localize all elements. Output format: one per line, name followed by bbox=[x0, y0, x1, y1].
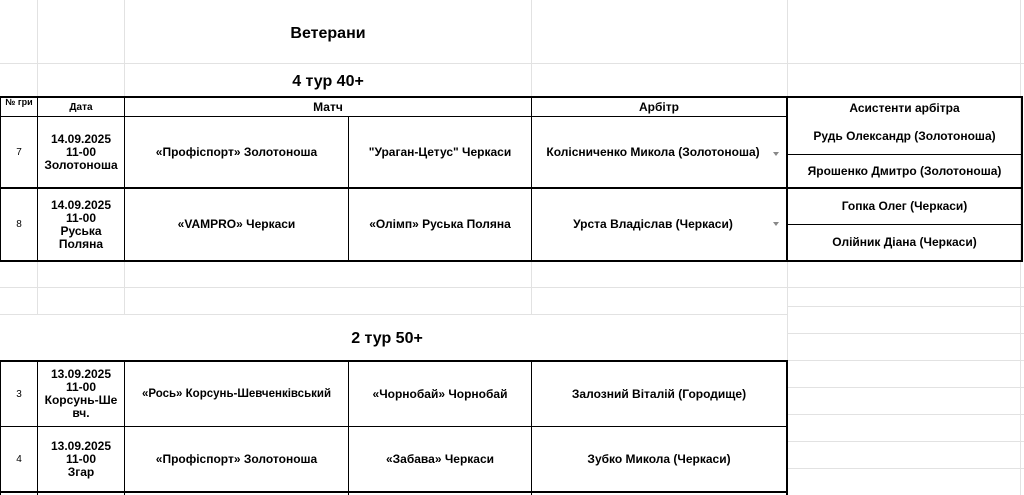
match-time: 11-00 bbox=[65, 451, 97, 466]
match-place: Корсунь-Ше bbox=[44, 393, 118, 407]
referee: Залозний Віталій (Городище) bbox=[571, 386, 747, 401]
referee: Зубко Микола (Черкаси) bbox=[587, 451, 731, 466]
match-time: 11-00 bbox=[65, 144, 97, 159]
home-team: «VAMPRO» Черкаси bbox=[177, 217, 296, 231]
game-number: 3 bbox=[16, 388, 22, 400]
game-number: 7 bbox=[16, 146, 22, 158]
tour1-title: 4 тур 40+ bbox=[292, 72, 364, 90]
match-date: 13.09.2025 bbox=[50, 438, 112, 453]
dropdown-arrow-icon[interactable] bbox=[773, 222, 779, 226]
match-place-cont: Поляна bbox=[58, 236, 104, 251]
match-date-cell bbox=[38, 427, 124, 491]
match-place: Руська bbox=[60, 223, 102, 238]
header-game-no: № гри bbox=[5, 98, 33, 107]
header-match: Матч bbox=[313, 99, 343, 114]
assistant-1: Рудь Олександр (Золотоноша) bbox=[813, 128, 996, 143]
match-place-cont: вч. bbox=[72, 406, 90, 420]
match-time: 11-00 bbox=[65, 380, 97, 394]
header-assistants: Асистенти арбітра bbox=[849, 100, 960, 115]
away-team: «Забава» Черкаси bbox=[385, 451, 495, 466]
game-number: 4 bbox=[16, 453, 22, 465]
match-date-cell bbox=[38, 362, 124, 426]
match-date: 13.09.2025 bbox=[50, 367, 112, 381]
tour2-title: 2 тур 50+ bbox=[351, 329, 423, 347]
match-date: 14.09.2025 bbox=[50, 197, 112, 212]
match-place: Золотоноша bbox=[44, 157, 118, 172]
assistant-2: Олійник Діана (Черкаси) bbox=[832, 235, 977, 249]
match-time: 11-00 bbox=[65, 210, 97, 225]
dropdown-arrow-icon[interactable] bbox=[773, 152, 779, 156]
section-title: Ветерани bbox=[290, 24, 366, 42]
assistant-1: Гопка Олег (Черкаси) bbox=[841, 199, 968, 213]
assistant-2: Ярошенко Дмитро (Золотоноша) bbox=[807, 164, 1002, 178]
away-team: "Ураган-Цетус" Черкаси bbox=[368, 144, 512, 159]
game-number: 8 bbox=[16, 219, 22, 230]
match-date-cell bbox=[38, 189, 124, 260]
header-date: Дата bbox=[69, 101, 93, 113]
referee-select[interactable]: Урста Владіслав (Черкаси) bbox=[573, 217, 733, 231]
away-team: «Олімп» Руська Поляна bbox=[369, 217, 511, 231]
home-team: «Профіспорт» Золотоноша bbox=[155, 451, 318, 466]
referee-select[interactable]: Колісниченко Микола (Золотоноша) bbox=[546, 144, 760, 159]
home-team: «Рось» Корсунь-Шевченківський bbox=[141, 387, 332, 400]
header-referee: Арбітр bbox=[639, 99, 679, 114]
match-date-cell bbox=[38, 117, 124, 187]
home-team: «Профіспорт» Золотоноша bbox=[155, 144, 318, 159]
match-date: 14.09.2025 bbox=[50, 131, 112, 146]
away-team: «Чорнобай» Чорнобай bbox=[372, 386, 508, 401]
match-place: Згар bbox=[67, 464, 95, 479]
